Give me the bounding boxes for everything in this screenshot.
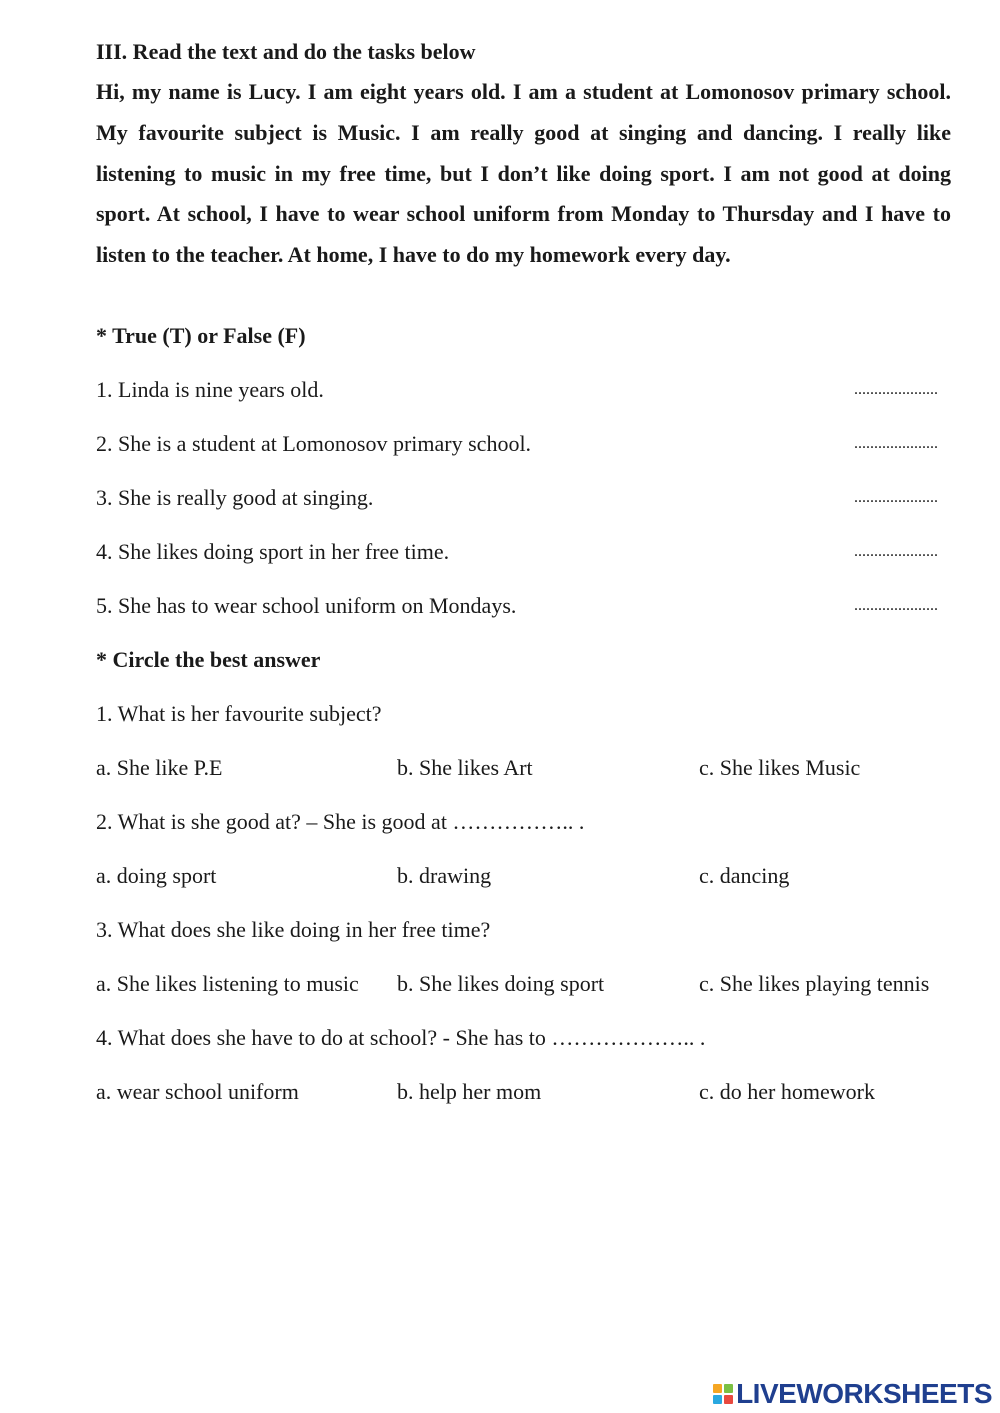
mc-option-b[interactable]: b. She likes doing sport (397, 971, 605, 996)
tf-answer-blank[interactable]: ..................... (854, 435, 938, 452)
logo-mark-icon (713, 1384, 733, 1404)
tf-item (96, 538, 938, 568)
tf-answer-blank[interactable]: ..................... (854, 543, 938, 560)
tf-statement: 5. She has to wear school uniform on Mondays. (96, 593, 517, 618)
mc-question: 1. What is her favourite subject? (96, 701, 382, 726)
tf-answer-blank[interactable]: ..................... (854, 489, 938, 506)
mc-option-b[interactable]: b. drawing (397, 863, 492, 888)
mc-question: 2. What is she good at? – She is good at …………….. . (96, 809, 585, 834)
reading-passage: Hi, my name is Lucy. I am eight years old. I am a student at Lomonosov primary school. My favourite subject is Music. I am really good at singing and dancing. I really like listening to music in my free time, but I don’t like doing sport. I am not good at doing sport. At school, I have to wear school uniform from Monday to Thursday and I have to listen to the teacher. At home, I have to do my homework every day. (96, 79, 951, 268)
tf-statement: 2. She is a student at Lomonosov primary school. (96, 431, 532, 456)
tf-statement: 4. She likes doing sport in her free time. (96, 539, 450, 564)
tf-answer-blank[interactable]: ..................... (854, 597, 938, 614)
tf-statement: 3. She is really good at singing. (96, 485, 374, 510)
mc-option-c[interactable]: c. dancing (699, 863, 790, 888)
mc-option-b[interactable]: b. help her mom (397, 1079, 542, 1104)
mc-option-c[interactable]: c. She likes Music (699, 755, 861, 780)
mc-option-a[interactable]: a. She likes listening to music (96, 971, 359, 996)
section-title: III. Read the text and do the tasks below (96, 39, 476, 64)
tf-item (96, 376, 938, 406)
mc-question: 4. What does she have to do at school? - She has to ……………….. . (96, 1025, 706, 1050)
tf-item (96, 484, 938, 514)
multiple-choice-heading: * Circle the best answer (96, 647, 321, 672)
tf-answer-blank[interactable]: ..................... (854, 381, 938, 398)
logo-tile (724, 1395, 733, 1404)
mc-option-c[interactable]: c. do her homework (699, 1079, 875, 1104)
true-false-heading: * True (T) or False (F) (96, 323, 306, 348)
logo-tile (713, 1395, 722, 1404)
mc-option-b[interactable]: b. She likes Art (397, 755, 533, 780)
logo-tile (724, 1384, 733, 1393)
mc-option-a[interactable]: a. wear school uniform (96, 1079, 299, 1104)
mc-question: 3. What does she like doing in her free time? (96, 917, 491, 942)
logo-tile (713, 1384, 722, 1393)
tf-item (96, 592, 938, 622)
liveworksheets-logo (713, 1376, 992, 1412)
tf-item (96, 430, 938, 460)
mc-option-c[interactable]: c. She likes playing tennis (699, 971, 930, 996)
logo-text: LIVEWORKSHEETS (736, 1378, 992, 1409)
mc-option-a[interactable]: a. She like P.E (96, 755, 223, 780)
tf-statement: 1. Linda is nine years old. (96, 377, 324, 402)
mc-option-a[interactable]: a. doing sport (96, 863, 217, 888)
